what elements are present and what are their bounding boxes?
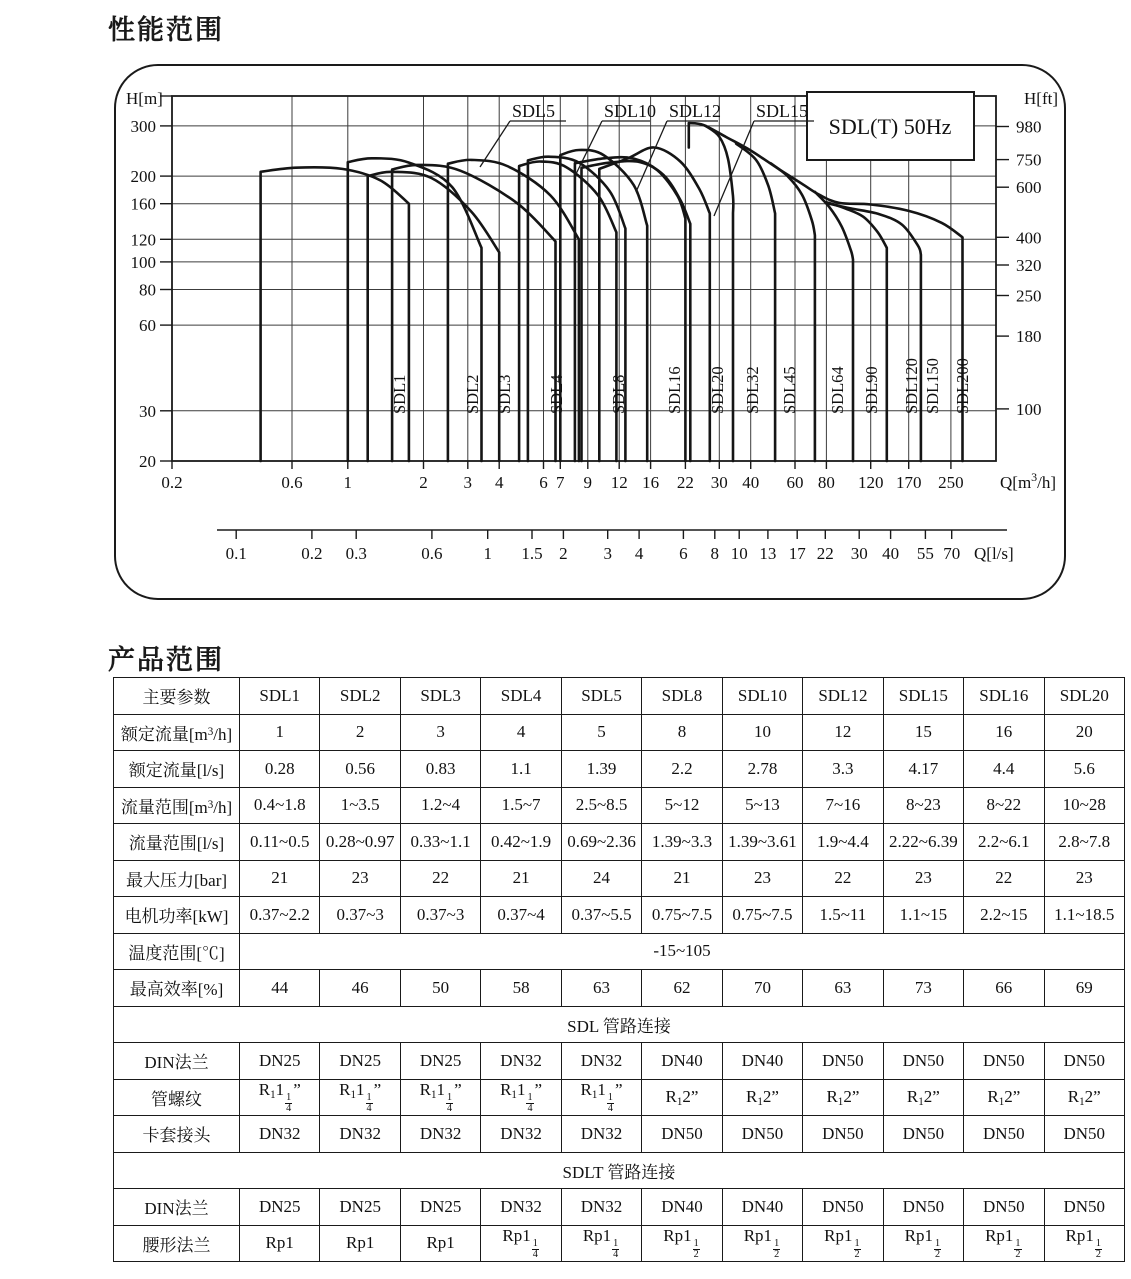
svg-text:60: 60 — [139, 316, 156, 336]
table-cell: Rp1 $\frac{1}{2}$ — [1044, 1225, 1124, 1262]
table-cell: 23 — [883, 860, 963, 897]
table-header-row — [114, 678, 1125, 715]
svg-text:0.2: 0.2 — [301, 544, 323, 563]
column-header-sdl2: SDL2 — [320, 678, 400, 715]
table-cell: 2 — [320, 714, 400, 751]
table-cell: DN25 — [400, 1189, 480, 1226]
svg-text:SDL32: SDL32 — [743, 366, 762, 414]
table-cell: 21 — [481, 860, 561, 897]
table-cell: DN32 — [240, 1116, 320, 1153]
table-cell: DN32 — [320, 1116, 400, 1153]
table-cell: 1~3.5 — [320, 787, 400, 824]
table-cell: 63 — [803, 970, 883, 1007]
row-label: 腰形法兰 — [114, 1225, 240, 1262]
table-cell: DN32 — [400, 1116, 480, 1153]
table-cell: $R_12$” — [803, 1079, 883, 1116]
table-cell: 23 — [722, 860, 802, 897]
row-label: 电机功率[kW] — [114, 897, 240, 934]
column-header-sdl5: SDL5 — [561, 678, 641, 715]
table-cell: 16 — [964, 714, 1044, 751]
product-range-table — [113, 677, 1125, 1262]
table-cell: 24 — [561, 860, 641, 897]
svg-text:SDL120: SDL120 — [902, 358, 921, 414]
svg-text:400: 400 — [1016, 228, 1042, 248]
table-cell: 1.5~7 — [481, 787, 561, 824]
row-label: 温度范围[℃] — [114, 933, 240, 970]
svg-text:SDL45: SDL45 — [780, 366, 799, 414]
table-cell: 58 — [481, 970, 561, 1007]
table-cell: 10~28 — [1044, 787, 1124, 824]
table-cell: 1.39 — [561, 751, 641, 788]
table-cell: 1.39~3.61 — [722, 824, 802, 861]
table-cell: DN50 — [803, 1189, 883, 1226]
table-row — [114, 714, 1125, 751]
table-cell: $R_11$ $\frac{1}{4}$ ” — [481, 1079, 561, 1116]
performance-section-title: 性能范围 — [108, 15, 224, 46]
table-cell: 0.28~0.97 — [320, 824, 400, 861]
svg-text:SDL150: SDL150 — [923, 358, 942, 414]
table-cell: DN32 — [561, 1043, 641, 1080]
svg-text:170: 170 — [895, 473, 922, 492]
svg-text:22: 22 — [816, 544, 834, 563]
svg-text:600: 600 — [1016, 178, 1042, 198]
table-cell: Rp1 $\frac{1}{2}$ — [964, 1225, 1044, 1262]
table-cell: 15 — [883, 714, 963, 751]
table-cell: $R_12$” — [1044, 1079, 1124, 1116]
table-cell: Rp1 $\frac{1}{4}$ — [561, 1225, 641, 1262]
table-cell: 63 — [561, 970, 641, 1007]
y-axis-meters — [126, 89, 172, 471]
table-cell: Rp1 $\frac{1}{4}$ — [481, 1225, 561, 1262]
table-cell: $R_12$” — [964, 1079, 1044, 1116]
svg-text:SDL20: SDL20 — [708, 366, 727, 414]
table-row — [114, 787, 1125, 824]
table-cell: 23 — [320, 860, 400, 897]
svg-text:H[m]: H[m] — [126, 89, 163, 108]
svg-text:750: 750 — [1016, 150, 1042, 170]
table-cell: 1.39~3.3 — [642, 824, 722, 861]
table-cell: DN40 — [722, 1189, 802, 1226]
svg-text:55: 55 — [916, 544, 934, 563]
svg-text:20: 20 — [139, 452, 156, 471]
svg-text:300: 300 — [130, 116, 156, 136]
svg-text:4: 4 — [634, 544, 644, 563]
table-row — [114, 897, 1125, 934]
table-cell: DN40 — [722, 1043, 802, 1080]
table-cell: DN50 — [964, 1189, 1044, 1226]
table-cell: DN50 — [803, 1116, 883, 1153]
section-label: SDLT 管路连接 — [114, 1152, 1125, 1189]
table-cell: DN50 — [883, 1043, 963, 1080]
svg-text:4: 4 — [494, 473, 504, 492]
table-cell: 0.83 — [400, 751, 480, 788]
table-cell: 5.6 — [1044, 751, 1124, 788]
pump-curve-sdl15 — [582, 161, 691, 461]
table-cell: 4 — [481, 714, 561, 751]
svg-text:3: 3 — [463, 473, 473, 492]
table-cell: DN40 — [642, 1189, 722, 1226]
table-cell: DN25 — [240, 1043, 320, 1080]
table-cell: DN40 — [642, 1043, 722, 1080]
svg-text:40: 40 — [742, 473, 760, 492]
table-cell: 12 — [803, 714, 883, 751]
row-label: 管螺纹 — [114, 1079, 240, 1116]
table-cell: 0.75~7.5 — [722, 897, 802, 934]
table-cell: 1.5~11 — [803, 897, 883, 934]
table-row — [114, 860, 1125, 897]
table-cell: 44 — [240, 970, 320, 1007]
table-cell: 70 — [722, 970, 802, 1007]
table-cell: 66 — [964, 970, 1044, 1007]
row-label: 最高效率[%] — [114, 970, 240, 1007]
svg-text:6: 6 — [679, 544, 688, 563]
svg-text:12: 12 — [610, 473, 628, 492]
curve-flow-labels — [390, 358, 972, 414]
svg-text:320: 320 — [1016, 256, 1042, 275]
svg-text:SDL(T) 50Hz: SDL(T) 50Hz — [828, 114, 952, 139]
column-header-sdl4: SDL4 — [481, 678, 561, 715]
svg-text:2: 2 — [559, 544, 568, 563]
svg-text:250: 250 — [1016, 286, 1042, 306]
table-cell: DN32 — [481, 1189, 561, 1226]
table-cell: $R_12$” — [883, 1079, 963, 1116]
table-cell: -15~105 — [240, 933, 1125, 970]
svg-text:200: 200 — [130, 167, 156, 187]
table-cell: 0.37~2.2 — [240, 897, 320, 934]
table-cell: 62 — [642, 970, 722, 1007]
table-cell: DN32 — [481, 1116, 561, 1153]
table-cell: DN25 — [240, 1189, 320, 1226]
table-cell: 0.69~2.36 — [561, 824, 641, 861]
svg-text:6: 6 — [539, 473, 548, 492]
svg-text:H[ft]: H[ft] — [1024, 89, 1058, 108]
table-row — [114, 933, 1125, 970]
row-label: DIN法兰 — [114, 1043, 240, 1080]
table-cell: $R_12$” — [642, 1079, 722, 1116]
table-cell: 10 — [722, 714, 802, 751]
table-cell: 1.1~15 — [883, 897, 963, 934]
table-cell: 8~22 — [964, 787, 1044, 824]
table-cell: Rp1 $\frac{1}{2}$ — [642, 1225, 722, 1262]
pump-curve-sdl12 — [560, 150, 647, 461]
pump-curve-sdl4 — [392, 165, 555, 461]
table-cell: 0.37~3 — [400, 897, 480, 934]
table-cell: Rp1 $\frac{1}{2}$ — [883, 1225, 963, 1262]
column-header-sdl10: SDL10 — [722, 678, 802, 715]
table-cell: 2.5~8.5 — [561, 787, 641, 824]
table-cell: 0.37~3 — [320, 897, 400, 934]
table-cell: Rp1 $\frac{1}{2}$ — [722, 1225, 802, 1262]
table-cell: 0.11~0.5 — [240, 824, 320, 861]
table-row — [114, 824, 1125, 861]
table-row — [114, 1043, 1125, 1080]
table-cell: $R_11$ $\frac{1}{4}$ ” — [320, 1079, 400, 1116]
pump-curve-sdl16 — [575, 157, 686, 461]
table-cell: 1.1 — [481, 751, 561, 788]
table-cell: 2.22~6.39 — [883, 824, 963, 861]
table-row — [114, 751, 1125, 788]
table-cell: DN50 — [1044, 1043, 1124, 1080]
performance-chart-frame — [114, 64, 1066, 600]
svg-text:30: 30 — [710, 473, 728, 492]
svg-text:SDL15: SDL15 — [756, 101, 809, 121]
table-cell: DN25 — [400, 1043, 480, 1080]
table-cell: DN50 — [642, 1116, 722, 1153]
svg-text:1: 1 — [343, 473, 353, 492]
svg-text:16: 16 — [642, 473, 660, 492]
svg-text:SDL4: SDL4 — [547, 374, 566, 414]
table-row — [114, 1116, 1125, 1153]
table-cell: DN50 — [883, 1189, 963, 1226]
row-label: DIN法兰 — [114, 1189, 240, 1226]
table-cell: 5~12 — [642, 787, 722, 824]
table-cell: 0.33~1.1 — [400, 824, 480, 861]
chart-title-box — [807, 92, 974, 160]
svg-text:7: 7 — [556, 473, 565, 492]
svg-text:SDL3: SDL3 — [495, 374, 514, 414]
table-cell: 0.75~7.5 — [642, 897, 722, 934]
table-cell: $R_11$ $\frac{1}{4}$ ” — [561, 1079, 641, 1116]
table-cell: DN32 — [481, 1043, 561, 1080]
table-cell: DN50 — [964, 1116, 1044, 1153]
svg-text:SDL8: SDL8 — [609, 374, 628, 414]
table-cell: 2.2 — [642, 751, 722, 788]
svg-text:3: 3 — [603, 544, 612, 563]
svg-text:SDL12: SDL12 — [669, 101, 722, 121]
row-label-header: 主要参数 — [114, 678, 240, 715]
table-cell: 5 — [561, 714, 641, 751]
table-cell: 0.28 — [240, 751, 320, 788]
table-cell: 0.42~1.9 — [481, 824, 561, 861]
table-cell: 7~16 — [803, 787, 883, 824]
table-row — [114, 1225, 1125, 1262]
table-cell: 1.1~18.5 — [1044, 897, 1124, 934]
table-cell: 4.17 — [883, 751, 963, 788]
pump-curve-sdl120 — [826, 202, 886, 461]
table-cell: DN25 — [320, 1043, 400, 1080]
table-cell: 21 — [240, 860, 320, 897]
table-cell: 1.9~4.4 — [803, 824, 883, 861]
pump-curve-sdl64 — [771, 163, 815, 461]
row-label: 额定流量[l/s] — [114, 751, 240, 788]
svg-text:180: 180 — [1016, 327, 1042, 347]
table-cell: 22 — [964, 860, 1044, 897]
table-section-row — [114, 1006, 1125, 1043]
table-cell: 1 — [240, 714, 320, 751]
svg-text:1.5: 1.5 — [521, 544, 543, 563]
svg-text:80: 80 — [139, 280, 156, 300]
table-cell: 5~13 — [722, 787, 802, 824]
column-header-sdl20: SDL20 — [1044, 678, 1124, 715]
table-cell: 8~23 — [883, 787, 963, 824]
svg-text:9: 9 — [583, 473, 593, 492]
svg-text:980: 980 — [1016, 117, 1042, 137]
svg-text:SDL5: SDL5 — [512, 101, 556, 121]
table-cell: 20 — [1044, 714, 1124, 751]
table-row — [114, 970, 1125, 1007]
column-header-sdl8: SDL8 — [642, 678, 722, 715]
pump-curve-sdl150 — [829, 204, 921, 461]
table-cell: 3.3 — [803, 751, 883, 788]
svg-text:0.6: 0.6 — [421, 544, 443, 563]
table-cell: 69 — [1044, 970, 1124, 1007]
table-cell: 23 — [1044, 860, 1124, 897]
svg-text:SDL10: SDL10 — [604, 101, 657, 121]
table-cell: DN50 — [1044, 1189, 1124, 1226]
table-cell: 2.2~15 — [964, 897, 1044, 934]
svg-text:13: 13 — [759, 544, 777, 563]
table-cell: Rp1 — [320, 1225, 400, 1262]
pump-curve-sdl3 — [368, 172, 500, 461]
table-cell: DN50 — [964, 1043, 1044, 1080]
svg-text:0.6: 0.6 — [281, 473, 303, 492]
table-cell: 2.2~6.1 — [964, 824, 1044, 861]
table-cell: DN50 — [722, 1116, 802, 1153]
svg-text:10: 10 — [730, 544, 748, 563]
table-cell: 2.8~7.8 — [1044, 824, 1124, 861]
pump-curve-sdl10 — [528, 157, 626, 461]
table-row — [114, 1189, 1125, 1226]
table-cell: 0.56 — [320, 751, 400, 788]
table-cell: DN32 — [561, 1116, 641, 1153]
table-cell: 4.4 — [964, 751, 1044, 788]
svg-text:30: 30 — [850, 544, 868, 563]
svg-text:SDL90: SDL90 — [862, 366, 881, 414]
svg-text:120: 120 — [857, 473, 884, 492]
svg-text:100: 100 — [130, 252, 156, 272]
row-label: 卡套接头 — [114, 1116, 240, 1153]
svg-text:1: 1 — [483, 544, 492, 563]
table-cell: 8 — [642, 714, 722, 751]
table-cell: DN50 — [803, 1043, 883, 1080]
table-cell: DN32 — [561, 1189, 641, 1226]
table-cell: DN25 — [320, 1189, 400, 1226]
svg-text:120: 120 — [130, 230, 156, 250]
row-label: 额定流量$[m^3/h]$ — [114, 714, 240, 751]
row-label: 流量范围$[m^3/h]$ — [114, 787, 240, 824]
section-label: SDL 管路连接 — [114, 1006, 1125, 1043]
pump-curve-sdl8 — [519, 161, 616, 461]
svg-text:Q[l/s]: Q[l/s] — [974, 544, 1014, 563]
product-section-title: 产品范围 — [108, 645, 224, 676]
column-header-sdl12: SDL12 — [803, 678, 883, 715]
table-cell: $R_11$ $\frac{1}{4}$ ” — [400, 1079, 480, 1116]
svg-text:100: 100 — [1016, 399, 1042, 419]
row-label: 流量范围[l/s] — [114, 824, 240, 861]
svg-text:SDL200: SDL200 — [953, 358, 972, 414]
table-cell: DN50 — [1044, 1116, 1124, 1153]
svg-text:80: 80 — [817, 473, 835, 492]
column-header-sdl16: SDL16 — [964, 678, 1044, 715]
table-cell: 21 — [642, 860, 722, 897]
table-cell: 22 — [803, 860, 883, 897]
x-axis-ls — [217, 530, 1014, 563]
column-header-sdl15: SDL15 — [883, 678, 963, 715]
table-cell: 1.2~4 — [400, 787, 480, 824]
y-axis-feet — [996, 89, 1058, 419]
svg-text:Q[m3/h]: $Q[m^3/h]$ — [1000, 470, 1057, 492]
svg-text:160: 160 — [130, 194, 156, 214]
svg-text:250: 250 — [938, 473, 964, 492]
table-cell: $R_12$” — [722, 1079, 802, 1116]
svg-text:70: 70 — [943, 544, 961, 563]
column-header-sdl1: SDL1 — [240, 678, 320, 715]
pump-curve-sdl90 — [815, 192, 853, 461]
table-cell: 0.4~1.8 — [240, 787, 320, 824]
table-cell: 0.37~4 — [481, 897, 561, 934]
row-label: 最大压力[bar] — [114, 860, 240, 897]
svg-text:0.2: 0.2 — [161, 473, 183, 492]
table-section-row — [114, 1152, 1125, 1189]
table-cell: 22 — [400, 860, 480, 897]
svg-text:60: 60 — [786, 473, 804, 492]
svg-text:17: 17 — [788, 544, 806, 563]
svg-text:30: 30 — [139, 401, 156, 421]
table-row — [114, 1079, 1125, 1116]
table-cell: 0.37~5.5 — [561, 897, 641, 934]
svg-text:0.1: 0.1 — [225, 544, 247, 563]
svg-text:0.3: 0.3 — [345, 544, 367, 563]
table-cell: 50 — [400, 970, 480, 1007]
svg-text:22: 22 — [676, 473, 694, 492]
svg-text:8: 8 — [710, 544, 720, 563]
svg-text:2: 2 — [419, 473, 428, 492]
table-cell: 2.78 — [722, 751, 802, 788]
table-cell: DN50 — [883, 1116, 963, 1153]
svg-text:SDL2: SDL2 — [463, 374, 482, 414]
table-cell: Rp1 — [240, 1225, 320, 1262]
svg-text:SDL1: SDL1 — [390, 374, 409, 414]
column-header-sdl3: SDL3 — [400, 678, 480, 715]
pump-curve-sdl1 — [261, 167, 409, 461]
table-cell: Rp1 $\frac{1}{2}$ — [803, 1225, 883, 1262]
table-cell: Rp1 — [400, 1225, 480, 1262]
pump-curves-chart — [114, 64, 1066, 600]
table-cell: 46 — [320, 970, 400, 1007]
svg-text:SDL16: SDL16 — [665, 366, 684, 414]
svg-text:40: 40 — [882, 544, 900, 563]
table-cell: 73 — [883, 970, 963, 1007]
svg-text:SDL64: SDL64 — [828, 366, 847, 414]
table-cell: $R_11$ $\frac{1}{4}$ ” — [240, 1079, 320, 1116]
table-cell: 3 — [400, 714, 480, 751]
x-axis-m3h — [161, 461, 1056, 492]
